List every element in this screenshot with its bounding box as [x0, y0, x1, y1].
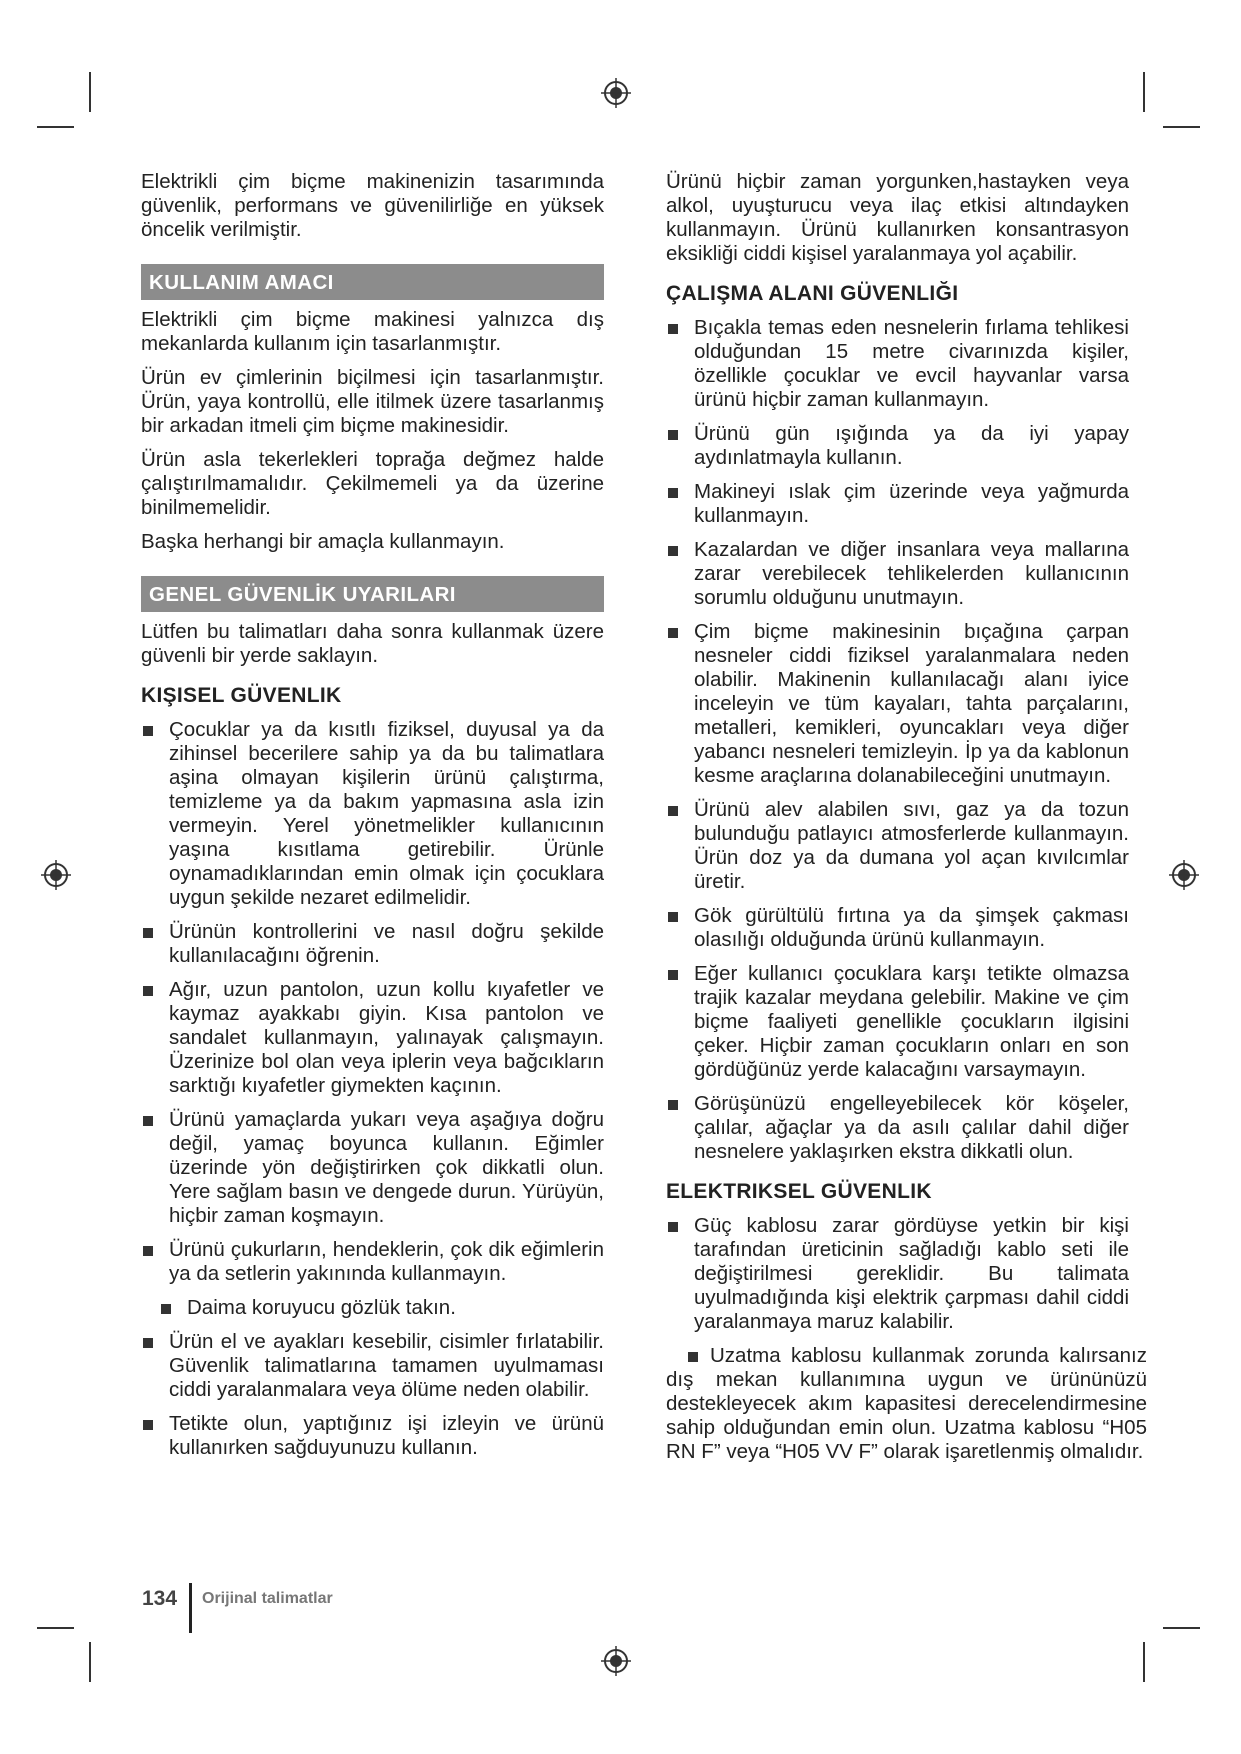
- footer-label: Orijinal talimatlar: [202, 1590, 333, 1607]
- intro-paragraph: Ürünü hiçbir zaman yorgunken,hastayken veya alkol, uyuşturucu veya ilaç etkisi altındayken kullanmayın. Ürünü kullanırken konsantrasyon eksikliği ciddi kişisel yaralanmaya yol açabilir.: [666, 170, 1129, 265]
- page-number: 134: [142, 1587, 178, 1610]
- square-bullet-icon: [143, 1246, 153, 1256]
- list-item: Tetikte olun, yaptığınız işi izleyin ve ürünü kullanırken sağduyunuzu kullanın.: [141, 1412, 604, 1460]
- square-bullet-icon: [668, 430, 678, 440]
- list-item: Güç kablosu zarar gördüyse yetkin bir kişi tarafından üreticinin sağladığı kablo seti ile değiştirilmesi gereklidir. Bu talimata uyulmadığında kişi elektrik çarpması dahil ciddi yaralanmaya maruz kalabilir.: [666, 1214, 1129, 1334]
- square-bullet-icon: [143, 986, 153, 996]
- intro-paragraph: Elektrikli çim biçme makinenizin tasarımında güvenlik, performans ve güvenilirliğe en yüksek öncelik verilmiştir.: [141, 170, 604, 241]
- list-item: Çocuklar ya da kısıtlı fiziksel, duyusal ya da zihinsel becerilere sahip ya da bu talimatlara aşina olmayan kişilerin ürünü çalıştırma, temizleme ya da bakım yapmasına asla izin vermeyin. Yerel yönetmelikler kullanıcının yaşına kısıtlama getirebilir. Ürünle oynamadıklarından emin olmak için çocuklara uygun şekilde nezaret edilmelidir.: [141, 718, 604, 910]
- square-bullet-icon: [143, 928, 153, 938]
- crop-mark: [37, 126, 74, 128]
- bullet-list: [141, 718, 604, 1286]
- section-heading-kullanim-amaci: KULLANIM AMACI: [141, 264, 604, 300]
- bullet-list: [666, 316, 1129, 1164]
- list-item: Ürünü yamaçlarda yukarı veya aşağıya doğru değil, yamaç boyunca kullanın. Eğimler üzerinde yön değiştirirken çok dikkatli olun. Yere sağlam basın ve dengede durun. Yürüyün, hiçbir zaman koşmayın.: [141, 1108, 604, 1228]
- left-column: [141, 170, 604, 1470]
- subheading-kisisel-guvenlik: KIŞISEL GÜVENLIK: [141, 684, 342, 707]
- subheading-calisma-alani: ÇALIŞMA ALANI GÜVENLIĞI: [666, 282, 959, 305]
- bullet-list: [141, 1330, 604, 1460]
- square-bullet-icon: [143, 1338, 153, 1348]
- square-bullet-icon: [161, 1304, 171, 1314]
- footer-divider: [189, 1583, 192, 1633]
- registration-mark-icon: [1169, 860, 1199, 890]
- list-item: Eğer kullanıcı çocuklara karşı tetikte olmazsa trajik kazalar meydana gelebilir. Makine ve çim biçme faaliyeti genellikle çocukların ilgisini çeker. Hiçbir zaman çocukların onları en son gördüğünüz yerde kalacağını varsaymayın.: [666, 962, 1129, 1082]
- right-column: [666, 170, 1147, 1474]
- crop-mark: [1143, 1642, 1145, 1682]
- crop-mark: [89, 72, 91, 112]
- list-item: Ürünü çukurların, hendeklerin, çok dik eğimlerin ya da setlerin yakınında kullanmayın.: [141, 1238, 604, 1286]
- square-bullet-icon: [143, 1420, 153, 1430]
- body-paragraph: Lütfen bu talimatları daha sonra kullanmak üzere güvenli bir yerde saklayın.: [141, 620, 604, 667]
- indented-list-item: Daima koruyucu gözlük takın.: [141, 1296, 604, 1320]
- list-item: Ürünü gün ışığında ya da iyi yapay aydınlatmayla kullanın.: [666, 422, 1129, 470]
- square-bullet-icon: [668, 324, 678, 334]
- list-item: Gök gürültülü fırtına ya da şimşek çakması olasılığı olduğunda ürünü kullanmayın.: [666, 904, 1129, 952]
- crop-mark: [1163, 1627, 1200, 1629]
- square-bullet-icon: [143, 726, 153, 736]
- indented-list-item: Uzatma kablosu kullanmak zorunda kalırsanız dış mekan kullanımına uygun ve ürününüzü destekleyecek akım kapasitesi derecelendirmesine sahip olduğundan emin olun. Uzatma kablosu “H05 RN F” veya “H05 VV F” olarak işaretlenmiş olmalıdır.: [666, 1344, 1147, 1463]
- body-paragraph: Ürün asla tekerlekleri toprağa değmez halde çalıştırılmamalıdır. Çekilmemeli ya da üzerine binilmemelidir.: [141, 448, 604, 519]
- section-heading-genel-guvenlik: GENEL GÜVENLİK UYARILARI: [141, 576, 604, 612]
- body-paragraph: Başka herhangi bir amaçla kullanmayın.: [141, 530, 505, 553]
- list-item: Ürünü alev alabilen sıvı, gaz ya da tozun bulunduğu patlayıcı atmosferlerde kullanmayın. Ürün doz ya da dumana yol açan kıvılcımlar üretir.: [666, 798, 1129, 894]
- registration-mark-icon: [41, 860, 71, 890]
- square-bullet-icon: [668, 628, 678, 638]
- crop-mark: [1143, 72, 1145, 112]
- list-item: Ağır, uzun pantolon, uzun kollu kıyafetler ve kaymaz ayakkabı giyin. Kısa pantolon ve sandalet kullanmayın, yalınayak çalışmayın. Üzerinize bol olan veya iplerin veya bağcıkların sarktığı kıyafetler giymekten kaçının.: [141, 978, 604, 1098]
- body-paragraph: Ürün ev çimlerinin biçilmesi için tasarlanmıştır. Ürün, yaya kontrollü, elle itilmek üzere tasarlanmış bir arkadan itmeli çim biçme makinesidir.: [141, 366, 604, 437]
- crop-mark: [89, 1642, 91, 1682]
- square-bullet-icon: [668, 488, 678, 498]
- bullet-list: [666, 1214, 1129, 1334]
- list-item: Kazalardan ve diğer insanlara veya mallarına zarar verebilecek tehlikelerden kullanıcının sorumlu olduğunu unutmayın.: [666, 538, 1129, 610]
- registration-mark-icon: [601, 78, 631, 108]
- list-item: Ürünün kontrollerini ve nasıl doğru şekilde kullanılacağını öğrenin.: [141, 920, 604, 968]
- list-item: Ürün el ve ayakları kesebilir, cisimler fırlatabilir. Güvenlik talimatlarına tamamen uyulmaması ciddi yaralanmalara veya ölüme neden olabilir.: [141, 1330, 604, 1402]
- registration-mark-icon: [601, 1646, 631, 1676]
- subheading-elektriksel-guvenlik: ELEKTRIKSEL GÜVENLIK: [666, 1180, 932, 1203]
- square-bullet-icon: [688, 1352, 698, 1362]
- crop-mark: [1163, 126, 1200, 128]
- square-bullet-icon: [668, 970, 678, 980]
- square-bullet-icon: [668, 806, 678, 816]
- list-item: Bıçakla temas eden nesnelerin fırlama tehlikesi olduğundan 15 metre civarınızda kişiler, özellikle çocuklar ve evcil hayvanlar varsa ürünü hiçbir zaman kullanmayın.: [666, 316, 1129, 412]
- square-bullet-icon: [143, 1116, 153, 1126]
- square-bullet-icon: [668, 912, 678, 922]
- list-item: Görüşünüzü engelleyebilecek kör köşeler, çalılar, ağaçlar ya da asılı çalılar dahil diğer nesnelere yaklaşırken ekstra dikkatli olun.: [666, 1092, 1129, 1164]
- body-paragraph: Elektrikli çim biçme makinesi yalnızca dış mekanlarda kullanım için tasarlanmıştır.: [141, 308, 604, 355]
- list-item: Makineyi ıslak çim üzerinde veya yağmurda kullanmayın.: [666, 480, 1129, 528]
- square-bullet-icon: [668, 1100, 678, 1110]
- square-bullet-icon: [668, 1222, 678, 1232]
- square-bullet-icon: [668, 546, 678, 556]
- list-item: Çim biçme makinesinin bıçağına çarpan nesneler ciddi fiziksel yaralanmalara neden olabilir. Makinenin kullanılacağı alanı iyice inceleyin ve tüm kayaları, tahta parçalarını, metalleri, kemikleri, oyuncakları veya diğer yabancı nesneleri temizleyin. İp ya da kablonun kesme araçlarına dolanabileceğini unutmayın.: [666, 620, 1129, 788]
- crop-mark: [37, 1627, 74, 1629]
